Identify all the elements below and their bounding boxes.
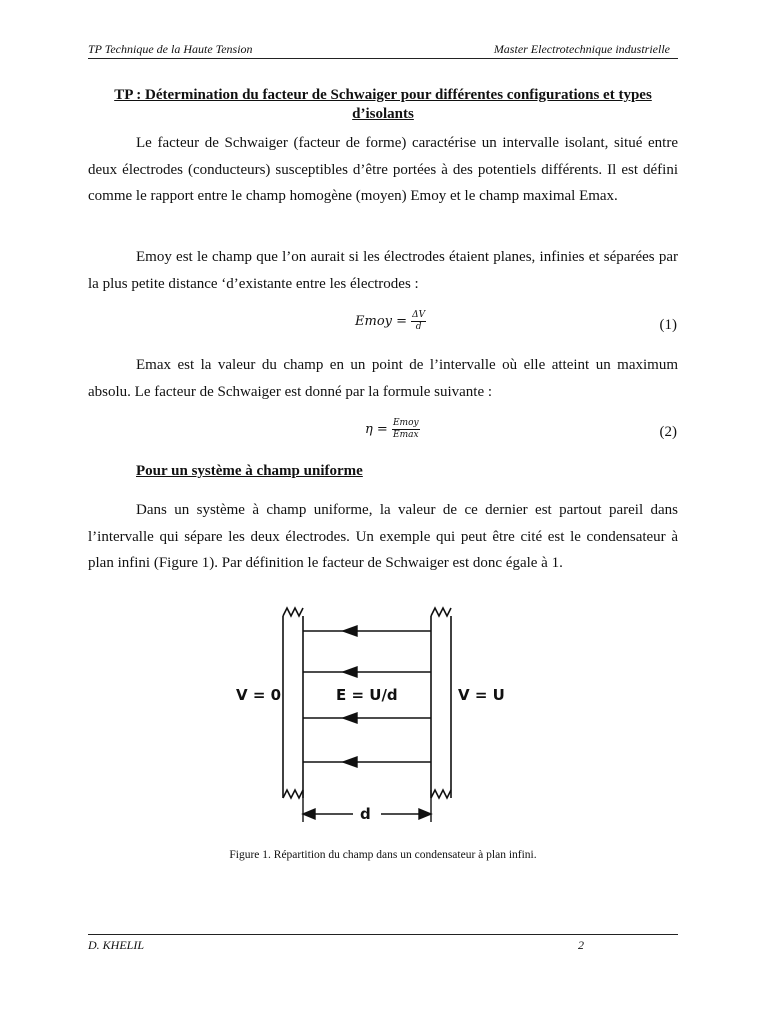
equation-schwaiger-numerator: Emoy: [392, 418, 419, 428]
equation-emoy-number: (1): [659, 317, 677, 333]
paragraph-emax: Emax est la valeur du champ en un point de l’intervalle où elle atteint un maximum absolu. Le facteur de Schwaiger est donné par la formule suivante :: [88, 357, 678, 400]
label-field: E = U/d: [336, 686, 398, 704]
equation-schwaiger-denominator: Emax: [393, 430, 419, 440]
equation-schwaiger-fraction: [392, 418, 420, 441]
label-gap: d: [360, 805, 371, 823]
equation-schwaiger-number: (2): [659, 424, 677, 440]
page-number: 2: [578, 938, 584, 952]
footer-author: D. KHELIL: [88, 938, 145, 952]
label-v0: V = 0: [236, 686, 282, 704]
header-program: Master Electrotechnique industrielle: [493, 42, 670, 56]
equation-schwaiger-lhs: η =: [365, 422, 388, 437]
equation-emoy-numerator: ΔV: [412, 310, 426, 320]
paragraph-emoy: Emoy est le champ que l’on aurait si les électrodes étaient planes, infinies et séparées par la plus petite distance ‘d’existante entre les électrodes :: [88, 249, 678, 292]
footer-rule: [88, 934, 678, 935]
section-heading: Pour un système à champ uniforme: [136, 463, 363, 479]
equation-emoy-lhs: Emoy =: [355, 314, 408, 329]
field-line: [303, 626, 431, 636]
figure-caption: Figure 1. Répartition du champ dans un condensateur à plan infini.: [229, 849, 537, 861]
header-rule: [88, 58, 678, 59]
header-course-title: TP Technique de la Haute Tension: [88, 42, 253, 56]
equation-emoy-fraction: [411, 310, 426, 333]
label-vu: V = U: [458, 686, 505, 704]
document-title: TP : Détermination du facteur de Schwaiger pour différentes configurations et types d’isolants: [114, 87, 652, 122]
equation-schwaiger: [365, 418, 420, 441]
field-line: [303, 757, 431, 767]
paragraph-definition: Le facteur de Schwaiger (facteur de forme) caractérise un intervalle isolant, situé entre deux électrodes (conducteurs) susceptibles d’être portées à des potentiels différents. Il est défini comme le rapport entre le champ homogène (moyen) Emoy et le champ maximal Emax.: [88, 135, 678, 204]
right-electrode: [431, 608, 451, 798]
left-electrode: [283, 608, 303, 798]
field-line: [303, 713, 431, 723]
paragraph-uniform-field: Dans un système à champ uniforme, la valeur de ce dernier est partout pareil dans l’intervalle qui sépare les deux électrodes. Un exemple qui peut être cité est le condensateur à plan infini (Figure 1). Par définition le facteur de Schwaiger est donc égale à 1.: [88, 502, 678, 571]
equation-emoy: [355, 310, 426, 333]
figure-capacitor: [225, 600, 515, 830]
field-line: [303, 667, 431, 677]
equation-emoy-denominator: d: [415, 322, 422, 332]
